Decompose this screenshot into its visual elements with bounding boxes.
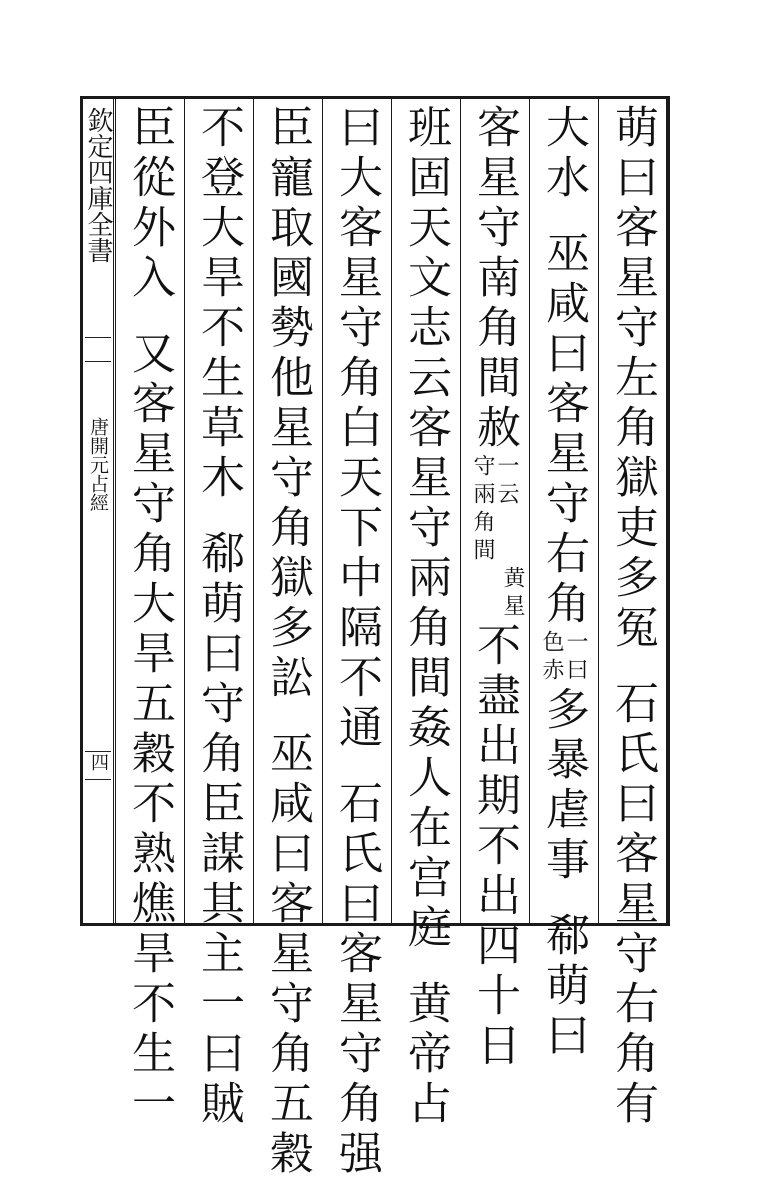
main-text: 黄帝占 xyxy=(400,980,451,1130)
text-column xyxy=(115,104,183,1130)
interlinear-note xyxy=(470,454,518,566)
text-column xyxy=(322,104,390,1180)
page-margin-strip xyxy=(83,99,113,923)
fishtail-mark-top xyxy=(85,337,111,338)
page-number-rule-top xyxy=(85,751,111,752)
column-text xyxy=(602,104,662,1130)
text-column xyxy=(529,104,597,1062)
main-text: 巫咸曰客星守角五穀 xyxy=(262,730,313,1180)
main-text: 大水 xyxy=(538,104,589,204)
column-text xyxy=(257,104,317,1180)
column-text xyxy=(326,104,386,1180)
text-column xyxy=(253,104,321,1180)
column-text xyxy=(533,104,593,1062)
main-text: 郗萌曰 xyxy=(538,912,589,1062)
text-column xyxy=(391,104,459,1130)
page-number-rule-bottom xyxy=(85,779,111,780)
main-text: 萌曰客星守左角獄吏多冤 xyxy=(607,104,658,654)
interlinear-note: 黄星 xyxy=(500,566,525,622)
main-text: 不盡出期不出四十日 xyxy=(469,622,520,1072)
main-text: 客星守南角間赦 xyxy=(469,104,520,454)
main-text: 巫咸曰客星守右角 xyxy=(538,230,589,630)
note-line: 守兩角間 xyxy=(470,454,495,566)
page-number: 四 xyxy=(88,753,109,771)
note-line: 一曰 xyxy=(563,630,588,686)
main-text: 班固天文志云客星守兩角間姦人在宫庭 xyxy=(400,104,451,954)
main-text: 郗萌曰守角臣謀其主一曰賊 xyxy=(193,530,244,1130)
main-text: 曰大客星守角白天下中隔不通 xyxy=(331,104,382,754)
column-text xyxy=(464,104,525,1072)
note-line: 色赤 xyxy=(539,630,564,686)
column-text xyxy=(119,104,179,1130)
main-text: 不登大旱不生草木 xyxy=(193,104,244,504)
text-column xyxy=(598,104,666,1130)
fishtail-mark-bottom xyxy=(85,361,111,362)
main-text: 臣寵取國勢他星守角獄多訟 xyxy=(262,104,313,704)
main-text: 石氏曰客星守右角有 xyxy=(607,680,658,1130)
main-text: 又客星守角大旱五穀不熟燋旱不生一 xyxy=(124,330,175,1130)
column-text xyxy=(395,104,455,1130)
collection-title: 欽定四庫全書 xyxy=(83,107,113,263)
column-text xyxy=(188,104,248,1130)
interlinear-note xyxy=(539,630,587,686)
text-column xyxy=(460,104,528,1072)
note-line: 一云 xyxy=(494,454,519,510)
main-text: 臣從外入 xyxy=(124,104,175,304)
book-title: 唐開元占經 xyxy=(87,417,109,512)
main-text: 多暴虐事 xyxy=(538,686,589,886)
text-column xyxy=(184,104,252,1130)
main-text: 石氏曰客星守角强 xyxy=(331,780,382,1180)
